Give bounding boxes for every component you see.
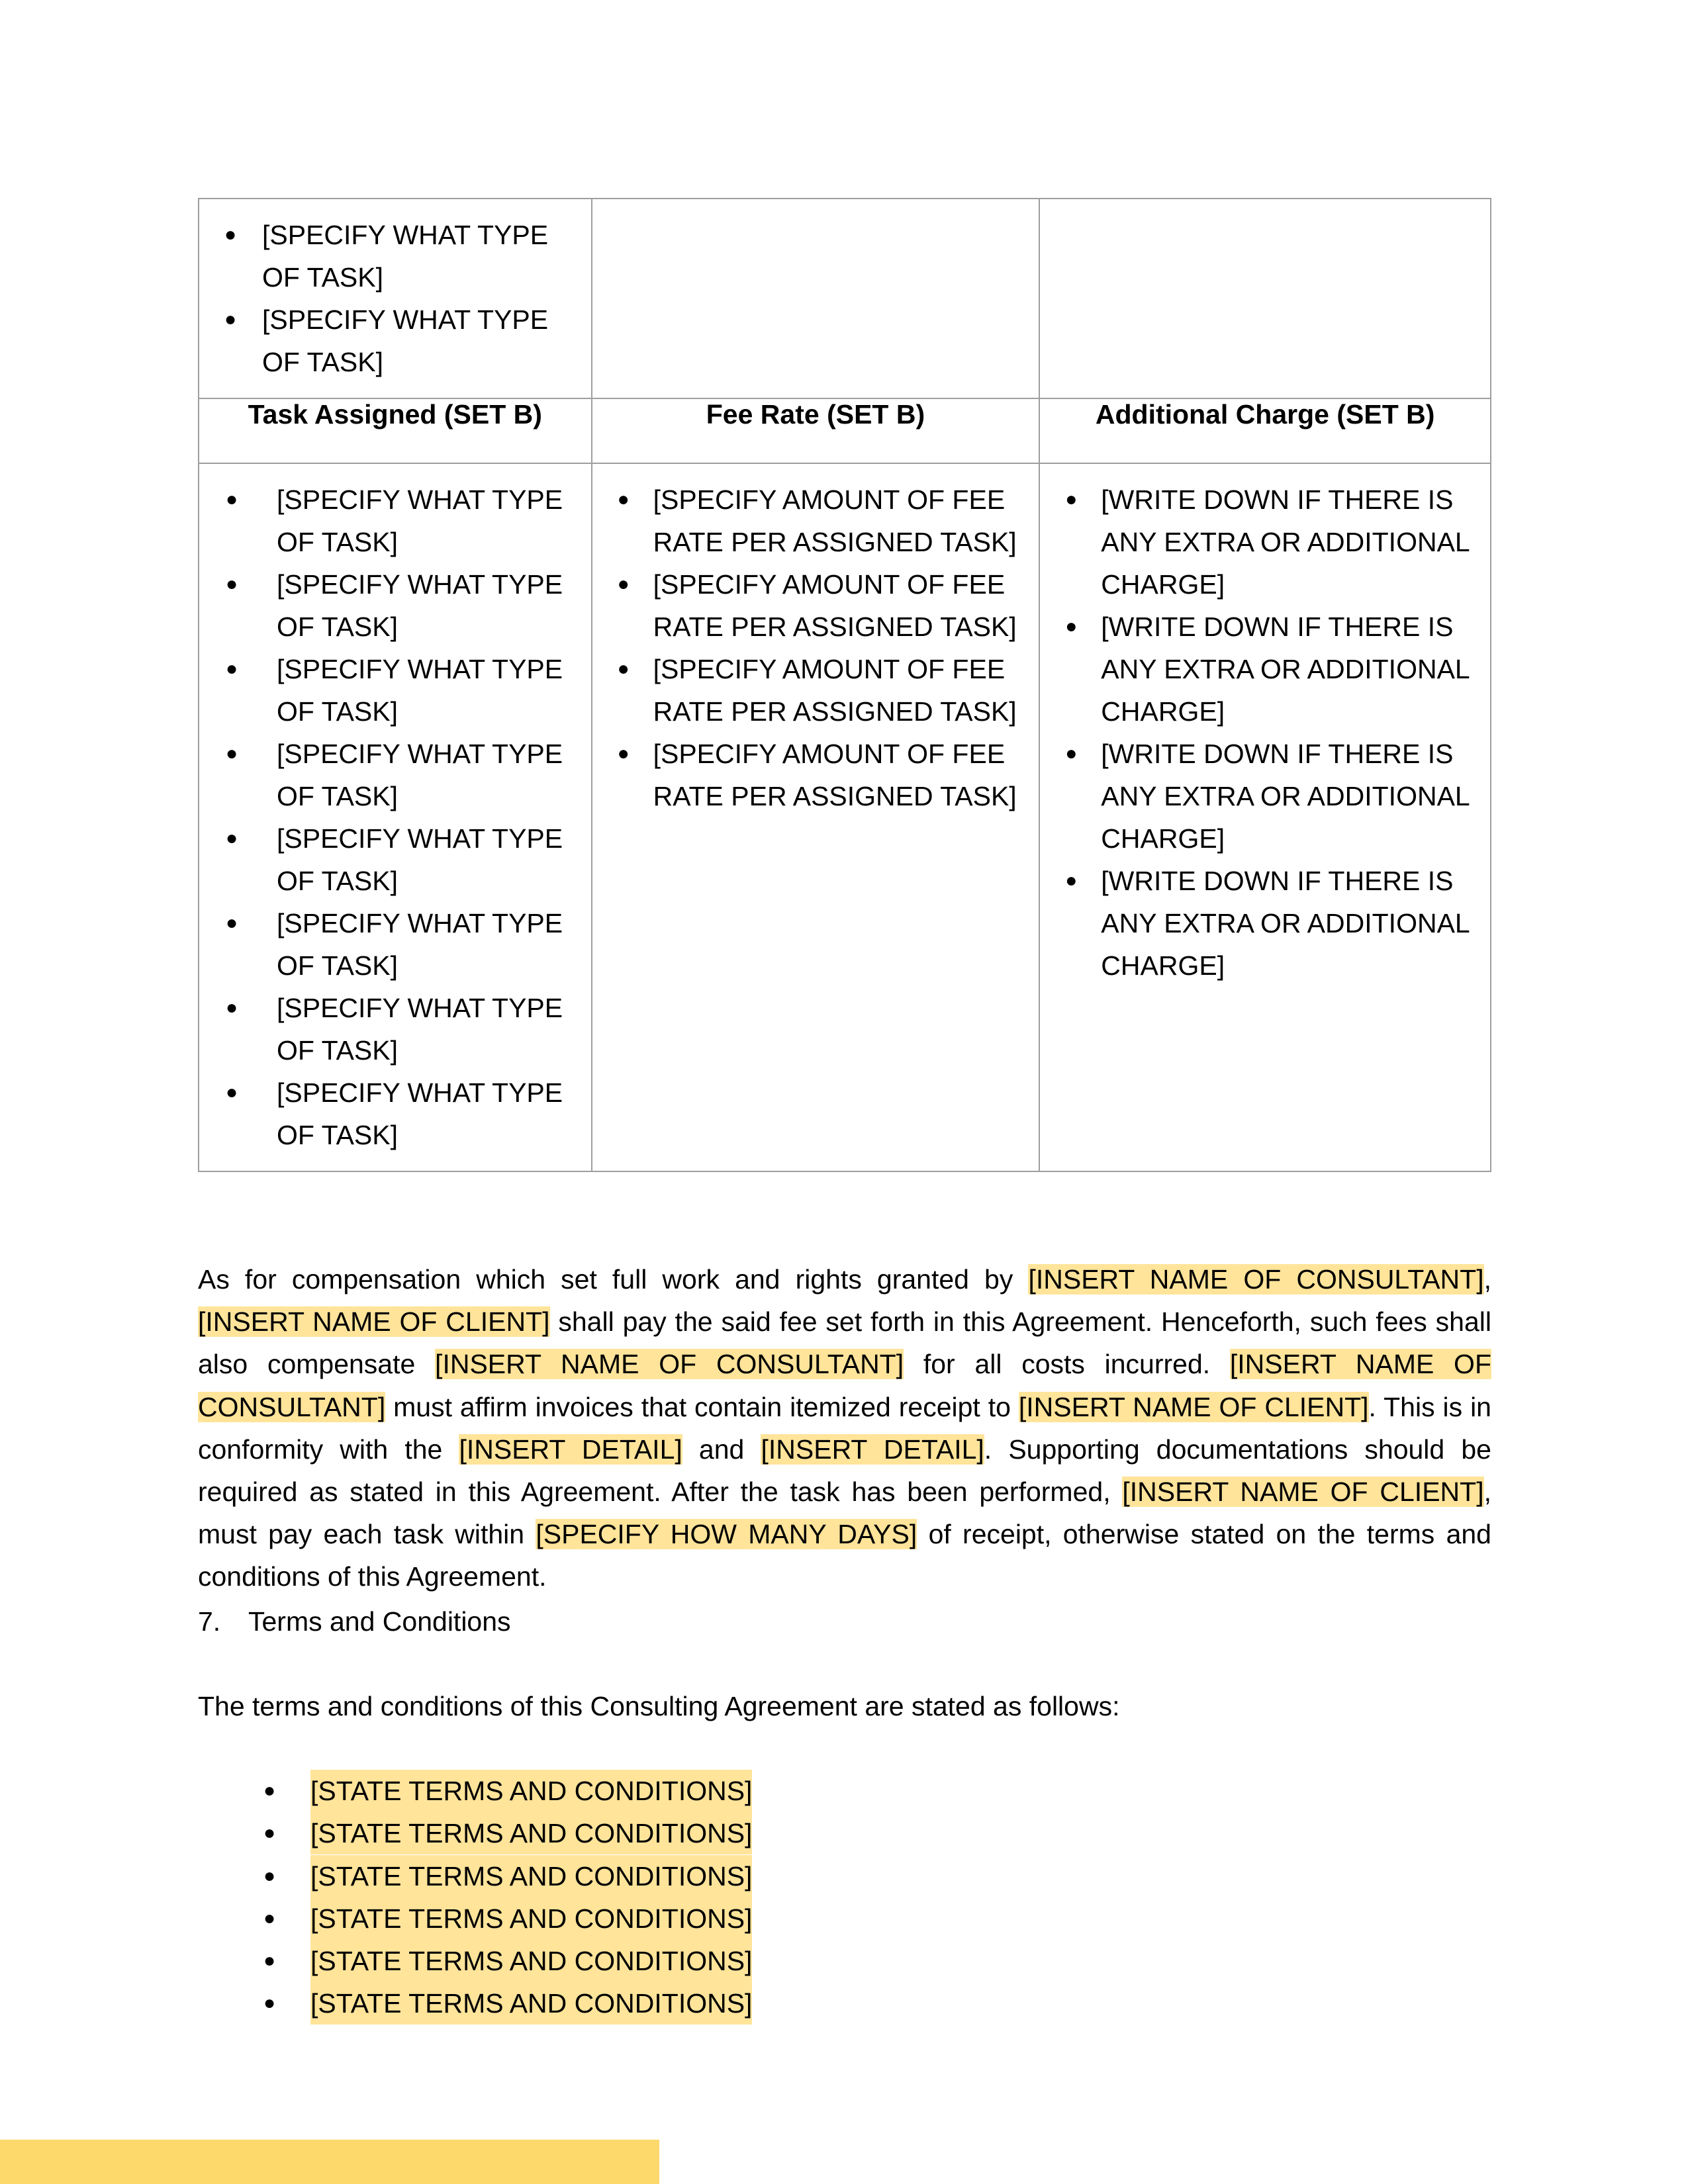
footer-accent-bar xyxy=(0,2140,659,2184)
bullet-icon: ● xyxy=(226,573,238,595)
bullet-icon: ● xyxy=(263,1950,276,1972)
table-cell xyxy=(199,463,592,1171)
bullet-icon: ● xyxy=(226,912,238,934)
fee-table xyxy=(198,198,1491,1172)
bullet-icon: ● xyxy=(226,488,238,510)
placeholder-highlight: [STATE TERMS AND CONDITIONS] xyxy=(310,1982,752,2025)
placeholder-highlight: [INSERT NAME OF CONSULTANT] xyxy=(1028,1264,1484,1295)
additional-charge-list xyxy=(1040,464,1490,987)
list-item: ● [SPECIFY WHAT TYPE OF TASK] xyxy=(199,298,591,383)
list-item: ● [SPECIFY WHAT TYPE OF TASK] xyxy=(199,478,591,563)
task-list-top xyxy=(199,199,591,383)
bullet-icon: ● xyxy=(226,997,238,1019)
list-item: ● [SPECIFY WHAT TYPE OF TASK] xyxy=(199,563,591,648)
bullet-icon: ● xyxy=(617,573,630,595)
list-item: ● [SPECIFY AMOUNT OF FEE RATE PER ASSIGNED TASK] xyxy=(592,648,1039,733)
section-title: Terms and Conditions xyxy=(248,1606,511,1637)
list-item: ● [SPECIFY AMOUNT OF FEE RATE PER ASSIGNED TASK] xyxy=(592,563,1039,648)
list-item: ● [SPECIFY WHAT TYPE OF TASK] xyxy=(199,733,591,817)
table-row xyxy=(199,199,1491,398)
bullet-icon: ● xyxy=(263,1864,276,1887)
bullet-icon: ● xyxy=(263,1780,276,1801)
bullet-icon: ● xyxy=(1065,488,1078,510)
bullet-icon: ● xyxy=(226,743,238,764)
bullet-icon: ● xyxy=(263,1822,276,1844)
placeholder-highlight: [STATE TERMS AND CONDITIONS] xyxy=(310,1940,752,1982)
table-row xyxy=(199,463,1491,1171)
list-item: ● [SPECIFY WHAT TYPE OF TASK] xyxy=(199,648,591,733)
list-item: ● [SPECIFY WHAT TYPE OF TASK] xyxy=(199,817,591,902)
bullet-icon: ● xyxy=(226,827,238,849)
placeholder-highlight: [INSERT NAME OF CLIENT] xyxy=(1018,1391,1369,1422)
bullet-icon: ● xyxy=(1065,615,1078,637)
placeholder-highlight: [STATE TERMS AND CONDITIONS] xyxy=(310,1812,752,1854)
placeholder-highlight: [INSERT NAME OF CLIENT] xyxy=(1122,1477,1484,1508)
placeholder-highlight: [INSERT NAME OF CONSULTANT] xyxy=(198,1349,1491,1422)
section-number: 7. xyxy=(198,1606,221,1637)
bullet-icon: ● xyxy=(1065,870,1078,891)
header-fee-rate: Fee Rate (SET B) xyxy=(592,398,1040,463)
table-cell xyxy=(1039,463,1491,1171)
task-list xyxy=(199,464,591,1156)
bullet-icon: ● xyxy=(263,1907,276,1929)
placeholder-highlight: [INSERT NAME OF CLIENT] xyxy=(198,1306,550,1338)
table-cell xyxy=(592,463,1040,1171)
bullet-icon: ● xyxy=(226,1081,238,1103)
header-additional-charge: Additional Charge (SET B) xyxy=(1039,398,1491,463)
list-item: ● [WRITE DOWN IF THERE IS ANY EXTRA OR ADDITIONAL CHARGE] xyxy=(1040,606,1490,733)
list-item: ● [SPECIFY WHAT TYPE OF TASK] xyxy=(199,902,591,987)
bullet-icon: ● xyxy=(224,308,237,330)
bullet-icon: ● xyxy=(617,658,630,680)
table-cell xyxy=(199,199,592,398)
bullet-icon: ● xyxy=(617,488,630,510)
fee-rate-list xyxy=(592,464,1039,817)
list-item: ● [WRITE DOWN IF THERE IS ANY EXTRA OR ADDITIONAL CHARGE] xyxy=(1040,478,1490,606)
table-header-row xyxy=(199,398,1491,463)
table-cell xyxy=(1039,199,1491,398)
placeholder-highlight: [INSERT DETAIL] xyxy=(761,1433,984,1465)
bullet-icon: ● xyxy=(263,1992,276,2015)
placeholder-highlight: [SPECIFY HOW MANY DAYS] xyxy=(536,1519,917,1550)
section-heading xyxy=(198,1600,511,1643)
list-item: ● [SPECIFY WHAT TYPE OF TASK] xyxy=(199,987,591,1071)
section-intro: The terms and conditions of this Consulting Agreement are stated as follows: xyxy=(198,1691,1120,1721)
header-task-assigned: Task Assigned (SET B) xyxy=(199,398,592,463)
list-item: ● [SPECIFY AMOUNT OF FEE RATE PER ASSIGNED TASK] xyxy=(592,733,1039,817)
table-cell xyxy=(592,199,1040,398)
compensation-paragraph: As for compensation which set full work and rights granted by [INSERT NAME OF CONSULTANT], [INSERT NAME OF CLIENT] shall pay the said fee set forth in this Agreement. Henceforth, such fees shall also compensate [INSERT NAME OF CONSULTANT] for all costs incurred. [INSERT NAME OF CONSULTANT] must affirm invoices that contain itemized receipt to [INSERT NAME OF CLIENT]. This is in conformity with the [INSERT DETAIL] and [INSERT DETAIL]. Supporting documentations should be required as stated in this Agreement. After the task has been performed, [INSERT NAME OF CLIENT], must pay each task within [SPECIFY HOW MANY DAYS] of receipt, otherwise stated on the terms and conditions of this Agreement. xyxy=(198,1264,1492,1592)
placeholder-highlight: [STATE TERMS AND CONDITIONS] xyxy=(310,1855,752,1897)
placeholder-highlight: [INSERT NAME OF CONSULTANT] xyxy=(435,1349,904,1380)
placeholder-highlight: [INSERT DETAIL] xyxy=(459,1433,682,1465)
placeholder-highlight: [STATE TERMS AND CONDITIONS] xyxy=(310,1770,752,1812)
list-item: ● [WRITE DOWN IF THERE IS ANY EXTRA OR ADDITIONAL CHARGE] xyxy=(1040,733,1490,860)
placeholder-highlight: [STATE TERMS AND CONDITIONS] xyxy=(310,1897,752,1940)
list-item: ● [SPECIFY WHAT TYPE OF TASK] xyxy=(199,1071,591,1156)
bullet-icon: ● xyxy=(1065,743,1078,764)
list-item: ● [SPECIFY WHAT TYPE OF TASK] xyxy=(199,214,591,298)
bullet-icon: ● xyxy=(224,224,237,246)
list-item: ● [WRITE DOWN IF THERE IS ANY EXTRA OR ADDITIONAL CHARGE] xyxy=(1040,860,1490,987)
bullet-icon: ● xyxy=(617,743,630,764)
list-item: ● [SPECIFY AMOUNT OF FEE RATE PER ASSIGNED TASK] xyxy=(592,478,1039,563)
bullet-icon: ● xyxy=(226,658,238,680)
